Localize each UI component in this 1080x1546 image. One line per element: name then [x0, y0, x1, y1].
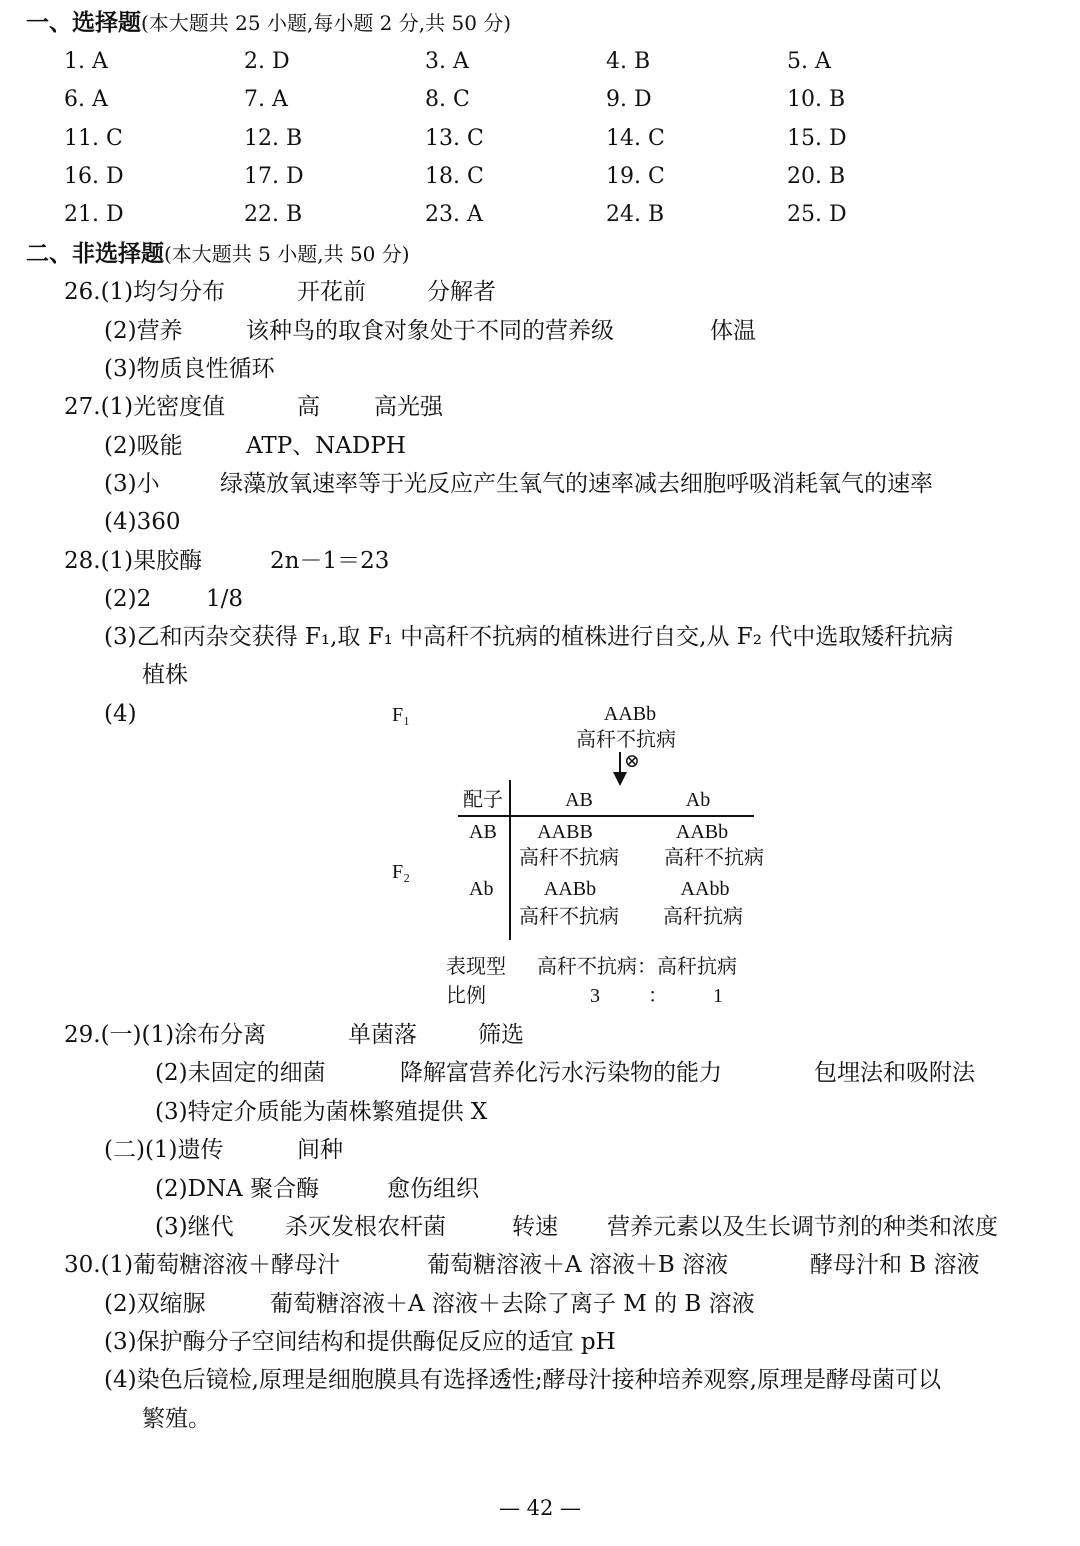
answer-item: 20. B — [787, 164, 846, 189]
q27-part3: (3)小 — [104, 471, 160, 497]
q29-part1-2-c: 包埋法和吸附法 — [814, 1060, 975, 1086]
answer-item: 1. A — [64, 49, 108, 74]
ratio-label: 比例 — [446, 985, 486, 1007]
cell-r2c1-genotype: AABb — [543, 878, 597, 900]
ratio-b: 1 — [713, 985, 723, 1007]
q27-part4: (4)360 — [104, 509, 181, 535]
q29-part1-1-c: 筛选 — [478, 1022, 524, 1048]
cell-r2c2-phenotype: 高秆抗病 — [663, 906, 743, 928]
section1-title: 一、选择题 — [26, 9, 141, 36]
phenotype-label: 表现型 — [446, 956, 506, 978]
answer-item: 10. B — [787, 87, 846, 112]
q26-part1-b: 开花前 — [297, 279, 366, 305]
q27-part3-b: 绿藻放氧速率等于光反应产生氧气的速率减去细胞呼吸消耗氧气的速率 — [220, 471, 933, 497]
answer-item: 17. D — [244, 164, 304, 189]
row-gamete-ab: AB — [469, 821, 497, 843]
answer-item: 19. C — [606, 164, 665, 189]
q29-part1-3: (3)特定介质能为菌株繁殖提供 X — [155, 1099, 488, 1125]
section1-note: (本大题共 25 小题,每小题 2 分,共 50 分) — [141, 11, 512, 35]
answer-item: 16. D — [64, 164, 124, 189]
parent-phenotype: 高秆不抗病 — [576, 729, 676, 751]
q27-part1-c: 高光强 — [374, 394, 443, 420]
answer-item: 7. A — [244, 87, 288, 112]
page-number: — 42 — — [498, 1496, 582, 1520]
answer-item: 2. D — [244, 49, 290, 74]
ratio-a: 3 — [590, 985, 600, 1007]
answer-item: 24. B — [606, 202, 665, 227]
q29-part2-3-b: 杀灭发根农杆菌 — [285, 1214, 446, 1240]
cell-r2c2-genotype: AAbb — [680, 878, 730, 900]
q29-part2-3-c: 转速 — [512, 1214, 558, 1240]
q26-part1: 26.(1)均匀分布 — [64, 279, 226, 305]
q28-part1: 28.(1)果胶酶 — [64, 548, 203, 574]
cell-r1c1-phenotype: 高秆不抗病 — [519, 847, 619, 869]
q29-part1-1: 29.(一)(1)涂布分离 — [64, 1022, 267, 1048]
answer-item: 6. A — [64, 87, 108, 112]
q28-part2-b: 1/8 — [206, 586, 244, 612]
gamete-header: 配子 — [463, 789, 503, 811]
q29-part2-3: (3)继代 — [155, 1214, 234, 1240]
answer-item: 21. D — [64, 202, 124, 227]
answer-item: 13. C — [425, 126, 484, 151]
answer-item: 4. B — [606, 49, 651, 74]
answer-item: 12. B — [244, 126, 303, 151]
answer-item: 15. D — [787, 126, 847, 151]
q30-part1: 30.(1)葡萄糖溶液＋酵母汁 — [64, 1252, 341, 1278]
q28-part3-cont: 植株 — [142, 662, 188, 688]
q28-part4: (4) — [104, 701, 137, 727]
q26-part1-c: 分解者 — [427, 279, 496, 305]
col-gamete-ab: AB — [565, 789, 593, 811]
q30-part1-c: 酵母汁和 B 溶液 — [810, 1252, 980, 1278]
cell-r2c1-phenotype: 高秆不抗病 — [519, 906, 619, 928]
answer-item: 23. A — [425, 202, 483, 227]
q29-part2-2-b: 愈伤组织 — [387, 1176, 479, 1202]
section2-note: (本大题共 5 小题,共 50 分) — [164, 242, 410, 266]
q26-part2-b: 该种鸟的取食对象处于不同的营养级 — [246, 318, 614, 344]
phenotype-values: 高秆不抗病：高秆抗病 — [537, 956, 737, 978]
q30-part1-b: 葡萄糖溶液＋A 溶液＋B 溶液 — [427, 1252, 729, 1278]
answer-item: 14. C — [606, 126, 665, 151]
q29-part2-1-b: 间种 — [297, 1137, 343, 1163]
q26-part2-c: 体温 — [710, 318, 756, 344]
q28-part2: (2)2 — [104, 586, 152, 612]
q28-part1-b: 2n－1＝23 — [270, 548, 390, 574]
answer-item: 25. D — [787, 202, 847, 227]
col-gamete-ab-lower: Ab — [685, 789, 711, 811]
f1-label: F₁ — [392, 704, 411, 726]
answer-item: 8. C — [425, 87, 470, 112]
arrow-head-icon — [613, 772, 627, 786]
answer-item: 5. A — [787, 49, 831, 74]
cell-r1c1-genotype: AABB — [537, 821, 593, 843]
q30-part4: (4)染色后镜检,原理是细胞膜具有选择透性;酵母汁接种培养观察,原理是酵母菌可以 — [104, 1367, 941, 1393]
q30-part2-b: 葡萄糖溶液＋A 溶液＋去除了离子 M 的 B 溶液 — [270, 1291, 755, 1317]
q26-part2: (2)营养 — [104, 318, 183, 344]
q29-part2-3-d: 营养元素以及生长调节剂的种类和浓度 — [607, 1214, 998, 1240]
q29-part1-2-b: 降解富营养化污水污染物的能力 — [400, 1060, 722, 1086]
row-gamete-ab-lower: Ab — [469, 878, 494, 900]
q27-part1-b: 高 — [297, 394, 320, 420]
q27-part1: 27.(1)光密度值 — [64, 394, 226, 420]
cell-r1c2-phenotype: 高秆不抗病 — [664, 847, 764, 869]
answer-item: 22. B — [244, 202, 303, 227]
q30-part4-cont: 繁殖。 — [142, 1406, 211, 1432]
answer-item: 3. A — [425, 49, 469, 74]
selfing-symbol-icon: ⊗ — [624, 751, 640, 772]
parent-genotype: AABb — [603, 703, 657, 725]
q28-part3: (3)乙和丙杂交获得 F₁,取 F₁ 中高秆不抗病的植株进行自交,从 F₂ 代中选取矮秆抗病 — [104, 624, 954, 650]
q29-part1-1-b: 单菌落 — [348, 1022, 417, 1048]
q27-part2-b: ATP、NADPH — [246, 433, 406, 459]
q30-part2: (2)双缩脲 — [104, 1291, 206, 1317]
q30-part3: (3)保护酶分子空间结构和提供酶促反应的适宜 pH — [104, 1329, 616, 1355]
cell-r1c2-genotype: AABb — [675, 821, 729, 843]
q29-part2-2: (2)DNA 聚合酶 — [155, 1176, 320, 1202]
answer-item: 11. C — [64, 126, 123, 151]
q29-part1-2: (2)未固定的细菌 — [155, 1060, 326, 1086]
q27-part2: (2)吸能 — [104, 433, 183, 459]
ratio-colon: ： — [648, 985, 668, 1007]
q29-part2-1: (二)(1)遗传 — [104, 1137, 224, 1163]
answer-item: 18. C — [425, 164, 484, 189]
section2-title: 二、非选择题 — [26, 240, 164, 267]
q26-part3: (3)物质良性循环 — [104, 356, 275, 382]
f2-label: F₂ — [392, 861, 411, 883]
answer-item: 9. D — [606, 87, 652, 112]
